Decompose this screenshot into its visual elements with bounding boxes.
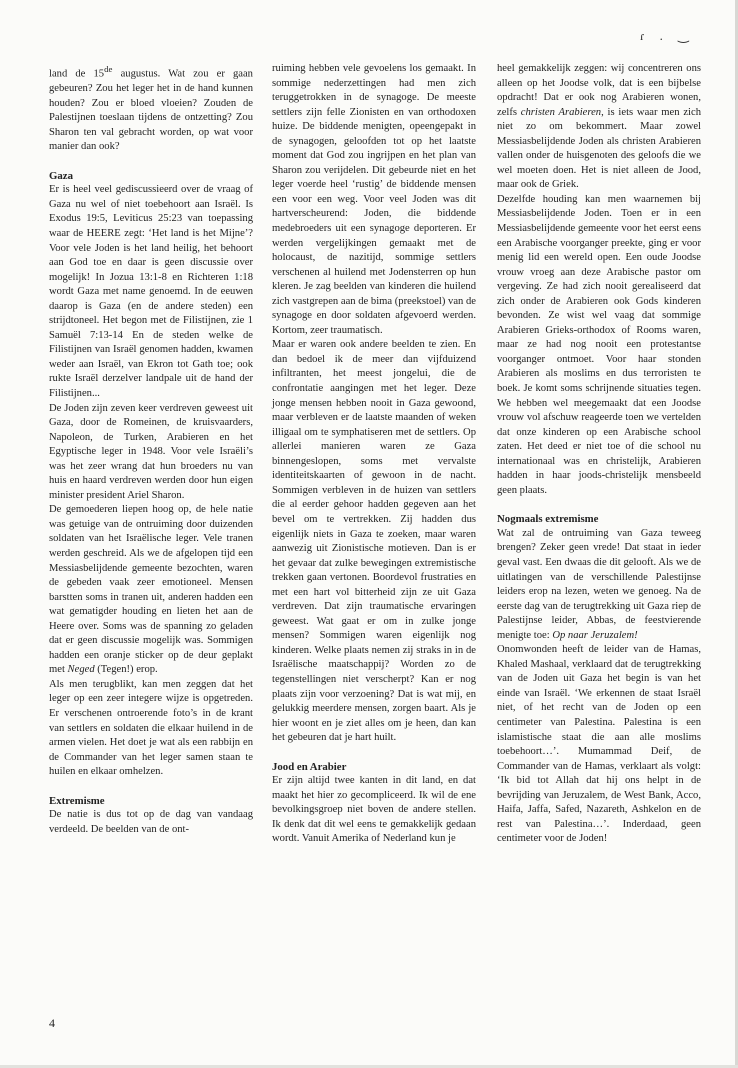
section-heading: Jood en Arabier — [272, 760, 347, 773]
article-column-1 — [49, 62, 253, 837]
paragraph — [49, 678, 253, 780]
text-run: Maar er waren ook andere beelden te zien. En dan bedoel ik de meer dan vijfduizend infiltranten, het meest jongelui, die de confrontatie aangingen met het leger. Deze jonge mensen hebben nooit in Gaza gewoond, maar verbleven er de laatste maanden of weken illigaal om te symphatiseren met de settlers. Op allerlei manieren waren ze Gaza binnengeslopen, soms met vervalste identiteitskaarten of gewoon in de nacht. Sommigen verbleven in de huizen van settlers die al eerder gehoor hadden gegeven aan het bevel om te vertrekken. Zij hadden dus eigenlijk niets in Gaza te zoeken, maar waren aanwezig uit Zionistische motieven. Dan is er het gevaar dat zulke bewegingen extremistische trekken gaan vertonen. Boordevol frustraties en met een hart vol bitterheid zijn ze uit Gaza verdreven. Dat zijn traumatische ervaringen geweest. Wat gaat er om in zulke jonge mensen? Sommigen waren eigenlijk nog kinderen. Welke plaats nemen zij straks in in de Israëlische maatschappij? Worden zo de tegenstellingen niet verscherpt? Kan er nog plaats zijn voor verzoening? Dat is wat mij, en gelukkig meerdere mensen, zorgen baart. Als je hier woont en je ziet alles om je heen, dan kan het gebeuren dat je hart huilt. — [272, 339, 476, 744]
text-run: heel gemakkelijk zeggen: wij concentreren ons alleen op het Joodse volk, dat is een bijbelse opdracht! Dat er ook nog Arabieren wonen, zelfs — [497, 63, 701, 118]
paragraph — [272, 774, 476, 847]
article-column-3 — [497, 62, 701, 847]
text-run: Er zijn altijd twee kanten in dit land, en dat maakt het hier zo gecompliceerd. Ik wil de ene bevolkingsgroep niet boven de andere stellen. Ik denk dat dit wel eens te gemakkelijk gedaan wordt. Vanuit Amerika of Nederland kun je — [272, 775, 476, 845]
text-run: De Joden zijn zeven keer verdreven geweest uit Gaza, door de Romeinen, de kruisvaarders, Napoleon, de Turken, Arabieren en het Egyptische leger in 1948. Voor vele Israëli’s was het zeer wrang dat hun broeders nu van huis en haard verdreven werden door hun eigen minister president Ariel Sharon. — [49, 402, 253, 501]
page-corner-mark: ɾ . ‿ — [640, 28, 695, 43]
text-run: Er is heel veel gediscussieerd over de vraag of Gaza nu wel of niet toebehoort aan Israël. Is Exodus 19:5, Leviticus 25:23 van toepassing waar de HEERE zegt: ‘Het land is het Mijne’? Voor vele Joden is het land heilig, het behoort aan God toe en daar is geen discussie over mogelijk! In Jozua 13:1-8 en Richteren 1:18 wordt Gaza met name genoemd. In de eeuwen daarop is Gaza (en de andere steden) een strijdtoneel. Het begon met de Filistijnen, zie 1 Samuël 7:13-14 En de steden welke de Filistijnen van Israël genomen hadden, kwamen weder aan Israël, van Ekron tot Gath toe; ook rukte Israël derzelver landpale uit de hand der Filistijnen... — [49, 184, 253, 399]
text-run: Onomwonden heeft de leider van de Hamas, Khaled Mashaal, verklaard dat de terugtrekking van de Joden uit Gaza het begin is van het einde van Israël. ‘We erkennen de staat Israël niet, of het recht van de Joden op een centimeter van Palestina. Palestina is een islamistische staat die aan alle moslims toebehoort…’. Mumammad Deif, de Commander van de Hamas, verklaart als volgt: ‘Ik bid tot Allah dat hij ons helpt in de bevrijding van Jeruzalem, de West Bank, Acco, Haifa, Jaffa, Safed, Nazareth, Ashkelon en de rest van Palestina…’. Inderdaad, geen centimeter voor de Joden! — [497, 644, 701, 845]
paragraph — [49, 62, 253, 155]
page-number: 4 — [49, 1016, 55, 1030]
section-heading: Gaza — [49, 169, 73, 182]
text-run: augustus. Wat zou er gaan gebeuren? Zou het leger het in de hand kunnen houden? Zou er bloed vloeien? Zouden de Palestijnen toeslaan tijdens de ontzetting? Zou Sharon ten val gebracht worden, op wat voor manier dan ook? — [49, 68, 253, 153]
section-heading: Extremisme — [49, 794, 105, 807]
text-run: Dezelfde houding kan men waarnemen bij Messiasbelijdende Joden. Toen er in een Messiasbelijdende gemeente voor het eerst eens een Arabische voorganger preekte, ging er voor menig lid een wereld open. Een oude Joodse vrouw vroeg aan deze Arabische pastor om vergeving. Ze had zich nooit gerealiseerd dat zich onder de Arabieren ook Gods kinderen bevonden. Ze wist wel vaag dat sommige Arabieren Grieks-orthodox of Rooms waren, maar ze had nog nooit een protestantse voorganger ontmoet. Voor haar stonden Arabieren als moslims en dus terroristen te boek. Je komt soms schrijnende situaties tegen. We hebben wel meegemaakt dat een Joodse vrouw vol afschuw reageerde toen we vertelden dat onze kinderen op een Arabische school zaten. Het deed er niet toe of die school nu internationaal was en christelijk, Arabieren hadden in haar joods-christelijk mensbeeld geen plaats. — [497, 193, 701, 496]
italic-text: Op naar Jeruzalem! — [552, 629, 638, 641]
paragraph — [272, 62, 476, 338]
text-run: De gemoederen liepen hoog op, de hele natie was getuige van de ontruiming door duizenden soldaten van het Israëlische leger. Vele tranen werden geschreid. Als we de afgelopen tijd een Messiasbelijdende gemeente bezochten, waren de gebeden vaak zeer emotioneel. Mensen barstten soms in tranen uit, anderen hadden een wat gematigder houding en lieten het aan de Heere over. Soms was de spanning zo geladen dat er geen discussie mogelijk was. Sommigen hadden een oranje sticker op de deur geplakt met — [49, 504, 253, 676]
section-heading: Nogmaals extremisme — [497, 513, 599, 526]
text-run: ruiming hebben vele gevoelens los gemaakt. In sommige nederzettingen had men zich teruggetrokken in de synagoge. De meeste settlers zijn felle Zionisten en van orthodoxen huize. De biddende menigten, opeengepakt in de synagogen, geloofden tot op het laatste moment dat God zou ingrijpen en het plan van Sharon zou verijdelen. Dit gebeurde niet en het leger voerde heel ‘rustig’ de biddende mensen een voor een weg. Voor veel Joden was dit hartverscheurend: Joden, die biddende medebroeders uit een synagoge deporteren. Er werden vergelijkingen gemaakt met de holocaust, de nazitijd, sommige settlers verschenen al huilend met Jodensterren op hun kleren. Je zag beelden van kinderen die huilend zich vastgrepen aan de bima (preekstoel) van de synagoge en door soldaten afgevoerd werden. Kortom, zeer traumatisch. — [272, 63, 476, 336]
paragraph — [49, 402, 253, 504]
text-run: Wat zal de ontruiming van Gaza teweeg brengen? Zeker geen vrede! Dat staat in ieder geval vast. Een dwaas die dit gelooft. Als we de uitlatingen van de verschillende Palestijnse leiders erop na lezen, weten we genoeg. Na de eerste dag van de terugtrekking uit Gaza riep de Palestijnse leider, Abbas, de feestvierende menigte toe: — [497, 527, 701, 641]
paragraph — [497, 643, 701, 847]
text-run: De natie is dus tot op de dag van vandaag verdeeld. De beelden van de ont- — [49, 809, 253, 835]
text-run: Als men terugblikt, kan men zeggen dat het leger op een zeer integere wijze is opgetreden. Er verschenen ontroerende foto’s in de krant van settlers en soldaten die elkaar huilend in de armen vielen. Het doet je wat als een rabbijn en de Commander van het leger samen staan te huilen en elkaar omhelzen. — [49, 678, 253, 778]
paragraph — [497, 193, 701, 498]
text-run: (Tegen!) erop. — [94, 664, 158, 676]
text-run: , is iets waar men zich niet zo om bekommert. Maar zowel Messiasbelijdende Joden als christen Arabieren vallen onder de huisgenoten des geloofs die we wel moeten doen. Het is niet alleen de Jood, maar ook de Griek. — [497, 106, 701, 191]
paragraph — [49, 503, 253, 678]
paragraph — [272, 338, 476, 745]
paragraph — [49, 183, 253, 401]
article-column-2 — [272, 62, 476, 847]
text-run: land de 15 — [49, 68, 105, 80]
paragraph — [49, 808, 253, 837]
superscript-text: de — [104, 64, 113, 74]
paragraph — [497, 527, 701, 643]
italic-text: christen Arabieren — [520, 106, 602, 118]
paragraph — [497, 62, 701, 193]
italic-text: Neged — [67, 664, 95, 676]
